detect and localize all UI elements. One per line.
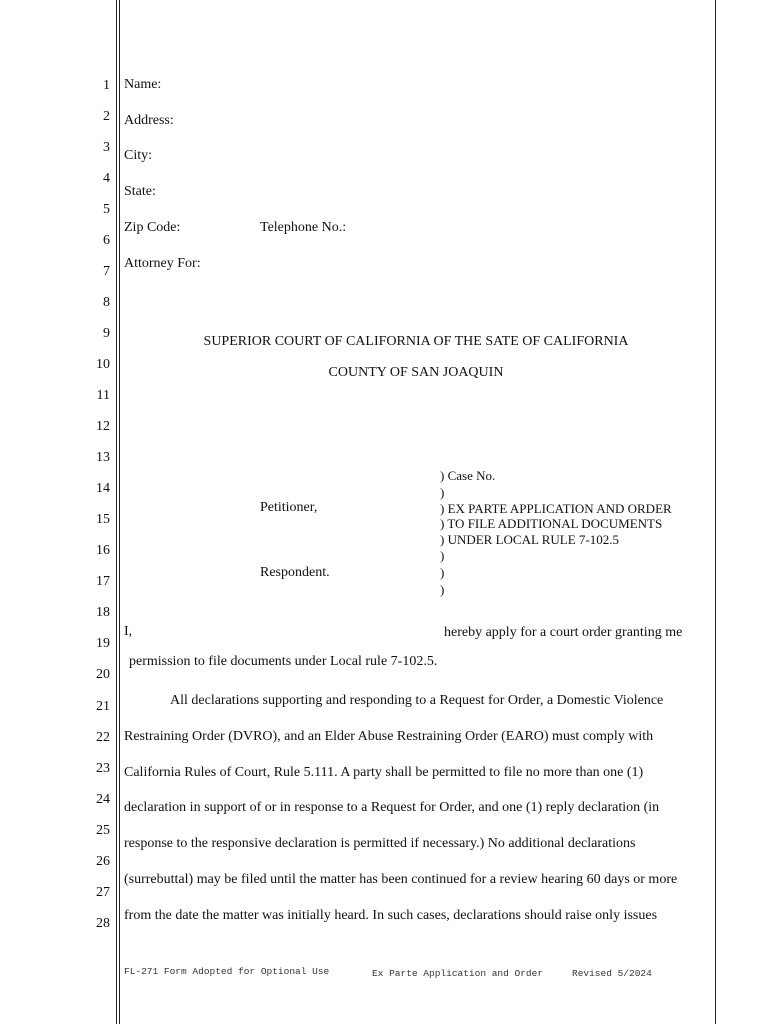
line-number: 23 [96, 761, 110, 776]
address-label: Address: [124, 113, 174, 128]
caption-line: ) [440, 582, 445, 597]
line-number: 24 [96, 792, 110, 807]
line-number: 26 [96, 854, 110, 869]
line-number: 22 [96, 730, 110, 745]
document-title: ) UNDER LOCAL RULE 7-102.5 [440, 532, 619, 547]
body-paragraph-line: California Rules of Court, Rule 5.111. A party shall be permitted to file no more than one (1) [124, 765, 644, 780]
footer-title: Ex Parte Application and Order [372, 968, 544, 979]
zip-code-label: Zip Code: [124, 220, 181, 235]
apply-statement-cont: permission to file documents under Local rule 7-102.5. [129, 654, 438, 669]
footer-revised: Revised 5/2024 [572, 968, 652, 979]
line-number: 9 [103, 326, 110, 341]
body-paragraph-line: from the date the matter was initially heard. In such cases, declarations should raise only issues [124, 908, 658, 923]
line-number: 4 [103, 171, 110, 186]
line-number: 8 [103, 295, 110, 310]
left-margin-rule-2 [119, 0, 120, 1024]
line-number: 14 [96, 481, 110, 496]
line-number: 28 [96, 916, 110, 931]
document-title: ) EX PARTE APPLICATION AND ORDER [440, 501, 672, 516]
attorney-for-label: Attorney For: [124, 256, 201, 271]
body-paragraph-line: All declarations supporting and responding to a Request for Order, a Domestic Violence [170, 693, 664, 708]
line-number: 5 [103, 202, 110, 217]
line-number: 12 [96, 419, 110, 434]
caption-line: ) [440, 548, 445, 563]
line-number: 17 [96, 574, 110, 589]
line-number: 27 [96, 885, 110, 900]
body-paragraph-line: declaration in support of or in response to a Request for Order, and one (1) reply declaration (in [124, 800, 660, 815]
left-margin-rule-1 [116, 0, 117, 1024]
document-title: ) TO FILE ADDITIONAL DOCUMENTS [440, 516, 663, 531]
city-label: City: [124, 148, 153, 163]
line-number: 16 [96, 543, 110, 558]
line-number: 7 [103, 264, 110, 279]
right-margin-rule [715, 0, 716, 1024]
line-number: 20 [96, 667, 110, 682]
line-number: 13 [96, 450, 110, 465]
line-number: 2 [103, 109, 110, 124]
petitioner-label: Petitioner, [260, 500, 318, 515]
line-number: 1 [103, 78, 110, 93]
apply-statement: hereby apply for a court order granting me [444, 625, 683, 640]
line-number: 21 [96, 699, 110, 714]
caption-line: ) [440, 485, 445, 500]
footer-form-id: FL-271 Form Adopted for Optional Use [124, 966, 330, 977]
line-number: 11 [96, 388, 110, 403]
caption-line: ) [440, 565, 445, 580]
body-paragraph-line: (surrebuttal) may be filed until the matter has been continued for a review hearing 60 days or more [124, 872, 678, 887]
line-number: 18 [96, 605, 110, 620]
line-number: 15 [96, 512, 110, 527]
state-label: State: [124, 184, 156, 199]
line-number: 10 [96, 357, 110, 372]
line-number: 19 [96, 636, 110, 651]
body-paragraph-line: Restraining Order (DVRO), and an Elder Abuse Restraining Order (EARO) must comply with [124, 729, 654, 744]
body-paragraph-line: response to the responsive declaration is permitted if necessary.) No additional declarations [124, 836, 636, 851]
line-number: 6 [103, 233, 110, 248]
telephone-label: Telephone No.: [260, 220, 347, 235]
name-label: Name: [124, 77, 162, 92]
court-title: SUPERIOR COURT OF CALIFORNIA OF THE SATE OF CALIFORNIA [203, 334, 629, 349]
respondent-label: Respondent. [260, 565, 330, 580]
line-number: 3 [103, 140, 110, 155]
caption-line: ) Case No. [440, 468, 496, 483]
applicant-intro: I, [124, 624, 133, 639]
court-county: COUNTY OF SAN JOAQUIN [328, 365, 504, 380]
line-number: 25 [96, 823, 110, 838]
